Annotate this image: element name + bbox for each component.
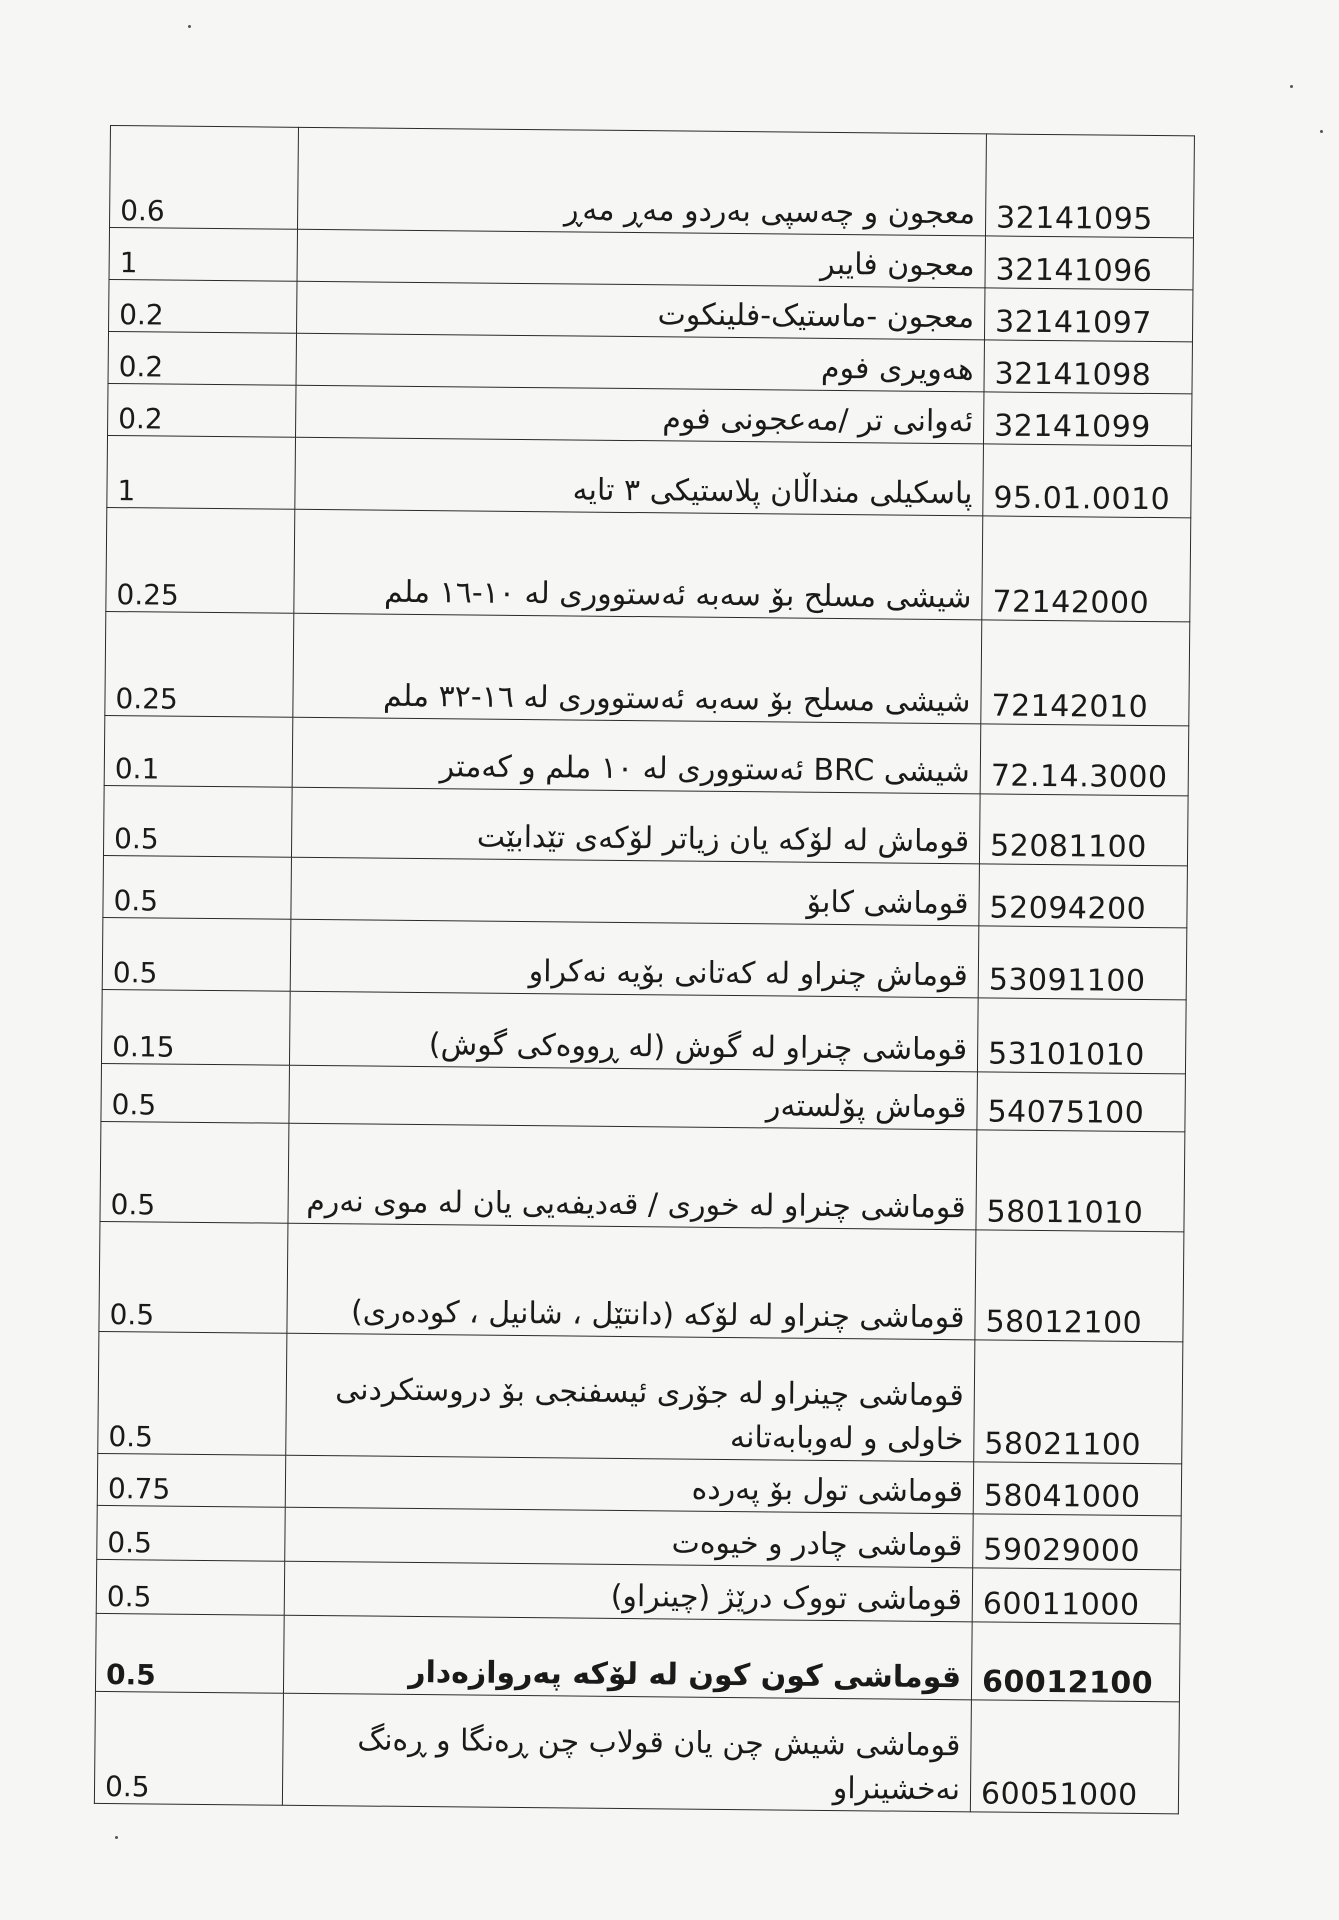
code-cell: 53091100 xyxy=(978,926,1187,1000)
rate-cell: 0.5 xyxy=(101,1063,290,1123)
table-row xyxy=(104,715,1189,795)
rate-cell: 0.6 xyxy=(110,126,299,230)
code-cell: 32141098 xyxy=(984,340,1192,394)
rate-cell: 0.5 xyxy=(95,1613,284,1693)
code-cell: 59029000 xyxy=(973,1514,1182,1570)
code-cell: 54075100 xyxy=(977,1072,1186,1132)
description-cell: معجون و چەسپی بەردو مەڕ مەڕ xyxy=(298,127,987,236)
table-row xyxy=(106,507,1191,621)
rate-cell: 0.5 xyxy=(102,917,291,991)
code-cell: 32141097 xyxy=(984,288,1192,342)
description-cell: معجون فایبر xyxy=(297,229,985,288)
table-row xyxy=(102,917,1187,999)
code-cell: 60012100 xyxy=(971,1622,1180,1702)
description-cell: پاسکیلی منداڵان پلاستیکی ٣ تایە xyxy=(295,437,984,516)
description-cell: قوماش چنراو لە کەتانی بۆیە نەکراو xyxy=(290,919,979,998)
code-cell: 32141096 xyxy=(985,236,1193,290)
rate-cell: 0.75 xyxy=(97,1453,285,1507)
code-cell: 58011010 xyxy=(976,1130,1185,1232)
code-cell: 32141095 xyxy=(985,134,1194,238)
rate-cell: 0.5 xyxy=(96,1559,285,1615)
code-cell: 60011000 xyxy=(972,1568,1181,1624)
rate-cell: 0.25 xyxy=(106,507,295,613)
code-cell: 52081100 xyxy=(979,794,1188,866)
table-row xyxy=(103,855,1188,927)
code-cell: 72.14.3000 xyxy=(980,724,1189,796)
rate-cell: 0.5 xyxy=(103,785,292,857)
rate-cell: 0.2 xyxy=(108,383,296,437)
table-row xyxy=(94,1691,1179,1813)
description-cell: قوماشی چینراو لە جۆری ئیسفنجی بۆ دروستکردنی خاولی و لەوبابەتانە xyxy=(286,1333,975,1462)
code-cell: 95.01.0010 xyxy=(983,444,1192,518)
table-row xyxy=(103,785,1188,865)
rate-cell: 0.25 xyxy=(105,611,294,717)
description-cell: معجون -ماستیک-فلینکوت xyxy=(297,281,985,340)
table-row xyxy=(105,611,1190,725)
rate-cell: 0.2 xyxy=(108,331,296,385)
rate-cell: 0.1 xyxy=(104,715,293,787)
rate-cell: 0.5 xyxy=(94,1691,283,1805)
description-cell: قوماشی کابۆ xyxy=(291,857,980,926)
rate-cell: 0.15 xyxy=(101,989,290,1065)
description-cell: شیشی مسلح بۆ سەبە ئەستووری لە ١٠-١٦ ملم xyxy=(294,509,983,620)
code-cell: 53101010 xyxy=(977,998,1186,1074)
description-cell: قوماشی تول بۆ پەردە xyxy=(285,1455,973,1514)
code-cell: 72142010 xyxy=(981,620,1190,726)
code-cell: 58021100 xyxy=(974,1340,1183,1464)
code-cell: 52094200 xyxy=(979,864,1188,928)
code-cell: 72142000 xyxy=(982,516,1191,622)
table-row xyxy=(110,126,1195,238)
tariff-table xyxy=(94,125,1195,1814)
tariff-rows xyxy=(94,126,1194,1814)
description-cell: شیشی مسلح بۆ سەبە ئەستووری لە ١٦-٣٢ ملم xyxy=(293,613,982,724)
code-cell: 58012100 xyxy=(975,1230,1184,1342)
rate-cell: 0.5 xyxy=(98,1331,287,1455)
description-cell: ئەوانی تر /مەعجونی فوم xyxy=(296,385,984,444)
table-row xyxy=(101,1063,1186,1131)
description-cell: قوماشی چنراو لە لۆکە (دانتێل ، شانیل ، کودەری) xyxy=(287,1223,976,1340)
code-cell: 32141099 xyxy=(983,392,1191,446)
table-row xyxy=(98,1331,1183,1463)
tariff-sheet xyxy=(94,125,1194,1813)
description-cell: هەویری فوم xyxy=(296,333,984,392)
rate-cell: 0.5 xyxy=(103,855,292,919)
description-cell: قوماشی تووک درێژ (چینراو) xyxy=(284,1561,972,1622)
description-cell: قوماشی شیش چن یان قولاب چن ڕەنگا و ڕەنگ نەخشینراو xyxy=(282,1693,971,1812)
rate-cell: 0.2 xyxy=(109,279,297,333)
code-cell: 60051000 xyxy=(970,1700,1179,1814)
rate-cell: 1 xyxy=(107,435,296,509)
rate-cell: 1 xyxy=(109,228,297,282)
table-row xyxy=(107,435,1192,517)
rate-cell: 0.5 xyxy=(100,1121,289,1223)
code-cell: 58041000 xyxy=(973,1462,1181,1516)
rate-cell: 0.5 xyxy=(99,1221,288,1333)
description-cell: شیشی BRC ئەستووری لە ١٠ ملم و کەمتر xyxy=(292,717,981,794)
description-cell: قوماش پۆلستەر xyxy=(289,1065,978,1130)
table-row xyxy=(99,1221,1184,1341)
description-cell: قوماشی چنراو لە خوری / قەدیفەیی یان لە موی نەرم xyxy=(288,1123,977,1230)
description-cell: قوماشی کون کون لە لۆکە پەروازەدار xyxy=(283,1615,972,1700)
rate-cell: 0.5 xyxy=(97,1505,286,1561)
table-row xyxy=(100,1121,1185,1231)
description-cell: قوماشی چنراو لە گوش (لە ڕووەکی گوش) xyxy=(289,991,978,1072)
table-row xyxy=(95,1613,1180,1701)
description-cell: قوماش لە لۆکە یان زیاتر لۆکەی تێدابێت xyxy=(291,787,980,864)
description-cell: قوماشی چادر و خیوەت xyxy=(285,1507,973,1568)
table-row xyxy=(101,989,1186,1073)
